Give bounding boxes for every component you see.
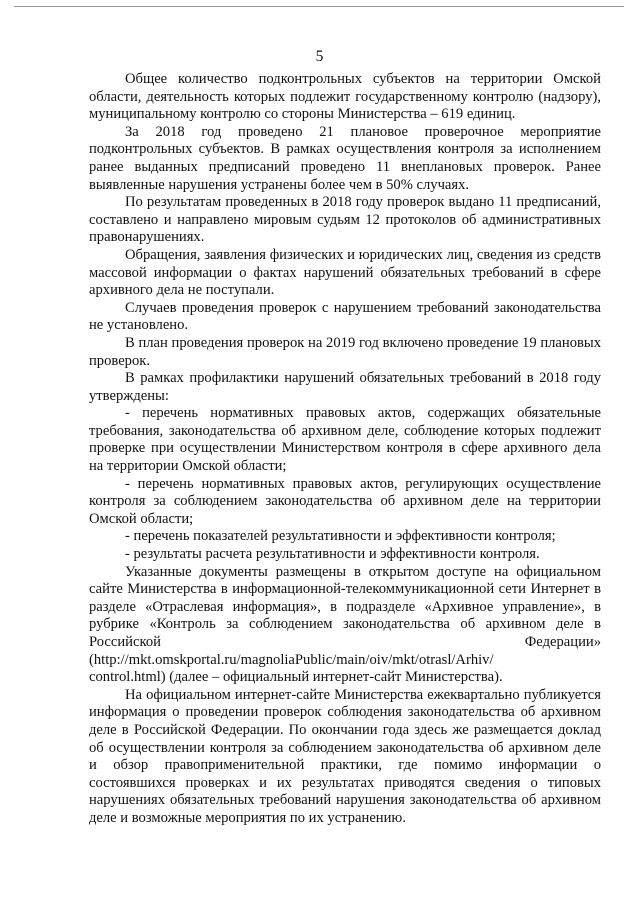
paragraph-violations: Случаев проведения проверок с нарушением требований законодательства не установлено. bbox=[89, 299, 601, 334]
list-item-control-acts: - перечень нормативных правовых актов, регулирующих осуществление контроля за соблюдением законодательства об архивном деле на территории Омской области; bbox=[89, 475, 601, 527]
list-item-calculation-results: - результаты расчета результативности и эффективности контроля. bbox=[125, 546, 540, 563]
scan-edge-line bbox=[14, 6, 624, 7]
list-item-regulatory-acts: - перечень нормативных правовых актов, содержащих обязательные требования, законодательства об архивном деле, соблюдение которых подлежит проверке при осуществлении Министерством контроля в сфере архивного дела на территории Омской области; bbox=[89, 405, 601, 475]
paragraph-prevention-intro: В рамках профилактики нарушений обязательных требований в 2018 году утверждены: bbox=[89, 370, 601, 404]
paragraph-inspection-results: По результатам проведенных в 2018 году проверок выдано 11 предписаний, составлено и направлено мировым судьям 12 протоколов об административных правонарушениях. bbox=[89, 194, 601, 246]
paragraph-subjects-count: Общее количество подконтрольных субъектов на территории Омской области, деятельность которых подлежит государственному контролю (надзору), муниципальному контролю со стороны Министерства – 619 единиц. bbox=[89, 71, 601, 123]
paragraph-quarterly-publication: На официальном интернет-сайте Министерства ежеквартально публикуется информация о проведении проверок соблюдения законодательства об архивном деле в Российской Федерации. По окончании года здесь же размещается доклад об осуществлении контроля за соблюдением законодательства об архивном деле и обзор правоприменительной практики, где помимо информации о состоявшихся проверках и их результатах приводятся сведения о типовых нарушениях обязательных требований нарушения законодательства об архивном деле и возможные мероприятия по их устранению. bbox=[89, 686, 601, 826]
paragraph-appeals: Обращения, заявления физических и юридических лиц, сведения из средств массовой информации о фактах нарушений обязательных требований в сфере архивного дела не поступали. bbox=[89, 246, 601, 299]
paragraph-documents-published: Указанные документы размещены в открытом доступе на официальном сайте Министерства в информационной-телекоммуникационной сети Интернет в разделе «Отраслевая информация», в подразделе «Архивное управление», в рубрике «Контроль за соблюдением законодательства об архивном деле в Российской Федерации» (http://mkt.omskportal.ru/magnoliaPublic/main/oiv/mkt/otrasl/Arhiv/ control.html) (далее – официальный интернет-сайт Министерства). bbox=[89, 563, 601, 686]
document-body bbox=[89, 71, 601, 828]
paragraph-inspections-2018: За 2018 год проведено 21 плановое проверочное мероприятие подконтрольных субъектов. В рамках осуществления контроля за исполнением ранее выданных предписаний проведено 11 внеплановых проверок. Ранее выявленные нарушения устранены более чем в 50% случаях. bbox=[89, 123, 601, 193]
paragraph-plan-2019: В план проведения проверок на 2019 год включено проведение 19 плановых проверок. bbox=[89, 334, 601, 369]
list-item-indicators: - перечень показателей результативности и эффективности контроля; bbox=[125, 528, 556, 545]
page-number: 5 bbox=[315, 48, 324, 65]
